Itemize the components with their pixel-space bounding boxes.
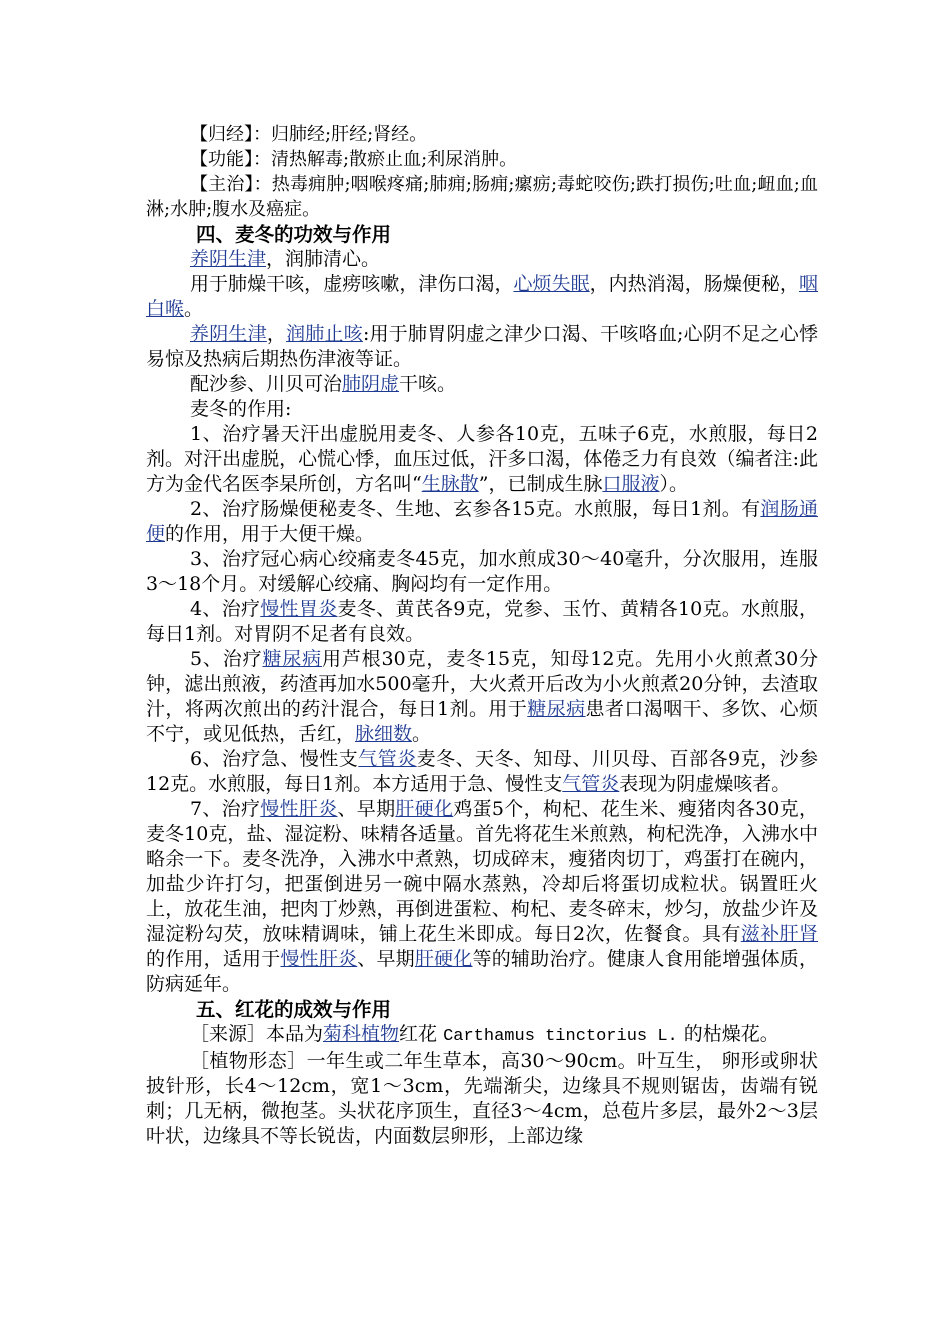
- link-maixishu[interactable]: 脉细数: [355, 723, 413, 745]
- text: 6、治疗急、慢性支: [190, 748, 359, 770]
- text: 患者口渴咽干、多饮、心烦不宁，或见低热，舌红，: [146, 698, 818, 745]
- link-manxing-weiyan[interactable]: 慢性胃炎: [260, 598, 338, 620]
- function-line: 【功能】：清热解毒;散瘀止血;利尿消肿。: [190, 149, 518, 170]
- text: 2、治疗肠燥便秘麦冬、生地、玄参各15克。水煎服，每日1剂。有: [190, 498, 761, 520]
- text: 配沙参、川贝可治: [190, 373, 343, 395]
- link-manxing-ganyan[interactable]: 慢性肝炎: [260, 798, 338, 820]
- source-paragraph: [146, 1022, 818, 1049]
- list-item: [146, 797, 818, 997]
- paragraph: [146, 272, 818, 322]
- paragraph: 麦冬的作用:: [190, 398, 292, 420]
- link-zibu-ganshen[interactable]: 滋补肝肾: [740, 923, 818, 945]
- text: 的作用，用于大便干燥。: [165, 523, 375, 545]
- text: 麦冬、黄芪各9克，党参、玉竹、黄精各10克。水煎服，每日1剂。对胃阴不足者有良效。: [146, 598, 818, 645]
- link-yan-baihou[interactable]: 咽白喉: [146, 273, 818, 320]
- text: 、早期: [357, 948, 415, 970]
- text: 鸡蛋5个，枸杞、花生米、瘦猪肉各30克，麦冬10克，盐、湿淀粉、味精各适量。首先将花生米煎熟，枸杞洗净，入沸水中略余一下。麦冬洗净，入沸水中煮熟，切成碎末，瘦猪肉切丁，鸡蛋打在碗内，加盐少许打匀，把蛋倒进另一碗中隔水蒸熟，冷却后将蛋切成粒状。锅置旺火上，放花生油，把肉丁炒熟，再倒进蛋粒、枸杞、麦冬碎末，炒匀，放盐少许及湿淀粉勾芡，放味精调味，铺上花生米即成。每日2次，佐餐食。具有: [146, 798, 818, 945]
- section-heading-maidong: 四、麦冬的功效与作用: [196, 223, 392, 246]
- list-item: [146, 747, 818, 797]
- text: 5、治疗: [190, 648, 263, 670]
- paragraph: [146, 372, 818, 397]
- link-tangniaobing[interactable]: 糖尿病: [262, 648, 322, 670]
- text: 表现为阴虚燥咳者。: [619, 773, 791, 795]
- text: ，润肺清心。: [266, 248, 381, 270]
- text: ，内热消渴，肠燥便秘，: [589, 273, 799, 295]
- list-item: [146, 422, 818, 497]
- text: :用于肺胃阴虚之津少口渴、干咳咯血;心阴不足之心悸易惊及热病后期热伤津液等证。: [146, 323, 818, 370]
- text: 红花: [399, 1023, 444, 1045]
- link-runchang-tongbian[interactable]: 润肠通便: [146, 498, 818, 545]
- morphology-paragraph: ［植物形态］一年生或二年生草本，高30～90cm。叶互生， 卵形或卵状披针形，长4～12cm，宽1～3cm，先端渐尖，边缘具不规则锯齿，齿端有锐刺；几无柄，微抱茎。头状花序顶生，直径3～4cm，总苞片多层，最外2～3层叶状，边缘具不等长锐齿，内面数层卵形，上部边缘: [146, 1050, 818, 1147]
- link-koufuye[interactable]: 口服液: [602, 473, 660, 495]
- link-ganyinghua-2[interactable]: 肝硬化: [414, 948, 473, 970]
- text: 7、治疗: [190, 798, 261, 820]
- link-juke-zhiwu[interactable]: 菊科植物: [323, 1023, 400, 1045]
- link-runfei-zhike[interactable]: 润肺止咳: [286, 323, 363, 345]
- link-xinfan-shimian[interactable]: 心烦失眠: [513, 273, 590, 295]
- text: ［来源］本品为: [190, 1023, 324, 1045]
- latin-name: Carthamus tinctorius L.: [443, 1027, 678, 1046]
- link-tangniaobing-2[interactable]: 糖尿病: [527, 698, 586, 720]
- text: 的作用，适用于: [146, 948, 281, 970]
- link-feiyinxu[interactable]: 肺阴虚: [342, 373, 400, 395]
- link-qiguanyan[interactable]: 气管炎: [358, 748, 417, 770]
- paragraph: [146, 247, 818, 272]
- text: 4、治疗: [190, 598, 261, 620]
- list-item: [146, 597, 818, 647]
- text: 麦冬、天冬、知母、川贝母、百部各9克，沙参12克。水煎服，每日1剂。本方适用于急、慢性支: [146, 748, 818, 795]
- list-item: 3、治疗冠心病心绞痛麦冬45克，加水煎成30～40毫升，分次服用，连服3～18个月。对缓解心绞痛、胸闷均有一定作用。: [146, 548, 818, 595]
- link-ganyinghua[interactable]: 肝硬化: [395, 798, 454, 820]
- text: ，: [266, 323, 287, 345]
- text: 。: [412, 723, 432, 745]
- link-shengmaisan[interactable]: 生脉散: [421, 473, 479, 495]
- text: 干咳。: [399, 373, 457, 395]
- meridian-line: 【归经】：归肺经;肝经;肾经。: [190, 124, 428, 145]
- list-item: [146, 497, 818, 547]
- section-heading-honghua: 五、红花的成效与作用: [196, 998, 392, 1021]
- text: 的枯燥花。: [677, 1023, 779, 1045]
- link-manxing-ganyan-2[interactable]: 慢性肝炎: [280, 948, 358, 970]
- link-yangyin-shengjin-2[interactable]: 养阴生津: [190, 323, 267, 345]
- text: 等的辅助治疗。健康人食用能增强体质，防病延年。: [146, 948, 818, 995]
- text: 用于肺燥干咳，虚痨咳嗽，津伤口渴，: [190, 273, 514, 295]
- paragraph: [146, 322, 818, 372]
- document-page: [146, 122, 818, 1149]
- text: 1、治疗暑天汗出虚脱用麦冬、人参各10克，五味子6克，水煎服，每日2剂。对汗出虚脱，心慌心悸，血压过低，汗多口渴，体倦乏力有良效（编者注:此方为金代名医李杲所创，方名叫“: [146, 423, 818, 495]
- text: ”，已制成生脉: [478, 473, 603, 495]
- text: ）。: [659, 473, 688, 495]
- text: 、早期: [337, 798, 396, 820]
- indication-paragraph: 【主治】：热毒痈肿;咽喉疼痛;肺痈;肠痈;瘰疬;毒蛇咬伤;跌打损伤;吐血;衄血;血淋;水肿;腹水及癌症。: [146, 174, 818, 220]
- text: 用芦根30克，麦冬15克，知母12克。先用小火煎煮30分钟，滤出煎液，药渣再加水500毫升，大火煮开后改为小火煎煮20分钟，去渣取汁，将两次煎出的药汁混合，每日1剂。用于: [146, 648, 818, 720]
- text: 。: [184, 298, 204, 320]
- list-item: [146, 647, 818, 747]
- link-qiguanyan-2[interactable]: 气管炎: [562, 773, 620, 795]
- link-yangyin-shengjin[interactable]: 养阴生津: [190, 248, 267, 270]
